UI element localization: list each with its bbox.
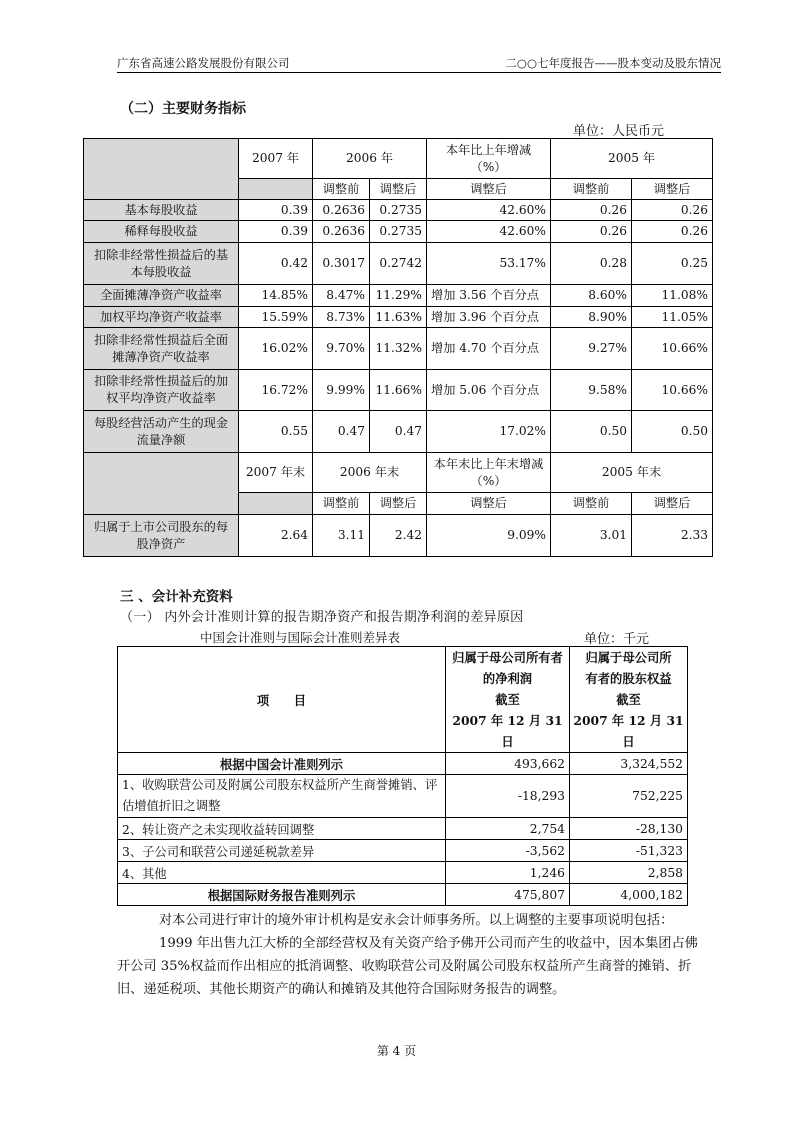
- table-row: [118, 884, 688, 906]
- table-row: [84, 285, 713, 307]
- cell-2005-before: 3.01: [551, 515, 632, 557]
- cell-change: 42.60%: [427, 200, 551, 221]
- header-item: 项 目: [118, 647, 446, 753]
- table-row: [118, 862, 688, 884]
- cell-net-profit: 1,246: [446, 862, 570, 884]
- cell-2006-after: 11.63%: [370, 307, 427, 328]
- table-row: [84, 515, 713, 557]
- header-2006: 2006 年: [313, 139, 427, 179]
- paragraph-line: 旧、递延税项、其他长期资产的确认和摊销及其他符合国际财务报告的调整。: [117, 982, 566, 997]
- table-row: [84, 411, 713, 453]
- cell-2007: 0.39: [239, 200, 313, 221]
- row-item: 4、其他: [118, 862, 446, 884]
- cell-2005-before: 0.26: [551, 221, 632, 243]
- cell-2005-after: 11.08%: [632, 285, 713, 307]
- paragraph-line: 1999 年出售九江大桥的全部经营权及有关资产给予佛开公司而产生的收益中，因本集团占佛: [159, 936, 698, 951]
- header-blank-cell: [84, 453, 239, 515]
- header-equity: [570, 647, 688, 753]
- header-equity-line3: 截至: [616, 692, 641, 707]
- header-net-profit-line2: 的净利润: [482, 671, 533, 686]
- table-row: [84, 221, 713, 243]
- header-equity-line4: 2007 年 12 月 31 日: [573, 713, 684, 749]
- row-label: 归属于上市公司股东的每股净资产: [84, 515, 239, 557]
- cell-2005-before: 0.26: [551, 200, 632, 221]
- row-label: 加权平均净资产收益率: [84, 307, 239, 328]
- header-blank-cell: [84, 139, 239, 200]
- table-row: [84, 307, 713, 328]
- header-2006-end: 2006 年末: [313, 453, 427, 493]
- cell-2006-after: 0.2735: [370, 200, 427, 221]
- cell-2006-before: 9.99%: [313, 370, 370, 411]
- table-row: [118, 818, 688, 840]
- cell-2006-before: 9.70%: [313, 328, 370, 370]
- cell-2006-before: 3.11: [313, 515, 370, 557]
- table-row: [84, 370, 713, 411]
- cell-equity: -28,130: [570, 818, 688, 840]
- cell-equity: -51,323: [570, 840, 688, 862]
- cell-2005-after: 2.33: [632, 515, 713, 557]
- subheader-change-after: 调整后: [427, 493, 551, 515]
- header-net-profit-line3: 截至: [495, 692, 520, 707]
- cell-change: 增加 3.96 个百分点: [427, 307, 551, 328]
- row-label: 扣除非经常性损益后全面摊薄净资产收益率: [84, 328, 239, 370]
- header-equity-line1: 归属于母公司所: [585, 650, 672, 665]
- cell-2005-after: 10.66%: [632, 328, 713, 370]
- cell-2005-before: 8.90%: [551, 307, 632, 328]
- subheader-2006-after: 调整后: [370, 493, 427, 515]
- cell-2006-before: 0.2636: [313, 221, 370, 243]
- cell-2005-after: 0.26: [632, 200, 713, 221]
- cell-2007: 0.42: [239, 243, 313, 285]
- row-item: 3、子公司和联营公司递延税款差异: [118, 840, 446, 862]
- cell-2006-before: 0.3017: [313, 243, 370, 285]
- cell-2006-after: 11.66%: [370, 370, 427, 411]
- cell-2006-before: 0.47: [313, 411, 370, 453]
- table-header-row-2: [84, 453, 713, 493]
- cell-2007: 16.02%: [239, 328, 313, 370]
- cell-change: 增加 4.70 个百分点: [427, 328, 551, 370]
- table-row: [84, 328, 713, 370]
- cell-2005-before: 8.60%: [551, 285, 632, 307]
- cell-change: 增加 5.06 个百分点: [427, 370, 551, 411]
- table-row: [118, 840, 688, 862]
- cell-net-profit: -18,293: [446, 775, 570, 818]
- row-item: 2、转让资产之未实现收益转回调整: [118, 818, 446, 840]
- table-header-row: [84, 139, 713, 179]
- header-net-profit: [446, 647, 570, 753]
- row-label: 扣除非经常性损益后的加权平均净资产收益率: [84, 370, 239, 411]
- cell-2007: 2.64: [239, 515, 313, 557]
- cell-equity: 752,225: [570, 775, 688, 818]
- cell-2006-after: 0.2735: [370, 221, 427, 243]
- cell-2005-after: 11.05%: [632, 307, 713, 328]
- cell-2005-before: 0.28: [551, 243, 632, 285]
- row-label: 每股经营活动产生的现金流量净额: [84, 411, 239, 453]
- row-item: 1、收购联营公司及附属公司股东权益所产生商誉摊销、评估增值折旧之调整: [118, 775, 446, 818]
- cell-2005-before: 9.58%: [551, 370, 632, 411]
- cell-2005-after: 0.25: [632, 243, 713, 285]
- cell-net-profit: -3,562: [446, 840, 570, 862]
- cell-change: 53.17%: [427, 243, 551, 285]
- gaap-difference-table: [117, 646, 688, 906]
- row-item: 根据中国会计准则列示: [118, 753, 446, 775]
- cell-change: 增加 3.56 个百分点: [427, 285, 551, 307]
- cell-2007: 15.59%: [239, 307, 313, 328]
- header-report-title: 二○○七年度报告——股本变动及股东情况: [505, 56, 721, 70]
- row-label: 全面摊薄净资产收益率: [84, 285, 239, 307]
- section-title-supplementary: 三 、会计补充资料: [120, 589, 233, 605]
- cell-equity: 4,000,182: [570, 884, 688, 906]
- gaap-table-title: 中国会计准则与国际会计准则差异表: [200, 630, 401, 645]
- subheader-blank: [239, 179, 313, 200]
- cell-change: 17.02%: [427, 411, 551, 453]
- cell-2007: 0.39: [239, 221, 313, 243]
- cell-change: 42.60%: [427, 221, 551, 243]
- subheader-2006-before: 调整前: [313, 179, 370, 200]
- header-2007-end: 2007 年末: [239, 453, 313, 493]
- subheader-2005-after: 调整后: [632, 179, 713, 200]
- row-label: 基本每股收益: [84, 200, 239, 221]
- cell-equity: 3,324,552: [570, 753, 688, 775]
- row-label: 扣除非经常性损益后的基本每股收益: [84, 243, 239, 285]
- table-row: [84, 243, 713, 285]
- cell-net-profit: 2,754: [446, 818, 570, 840]
- cell-2006-before: 8.47%: [313, 285, 370, 307]
- header-2005: 2005 年: [551, 139, 713, 179]
- subheader-2006-after: 调整后: [370, 179, 427, 200]
- cell-2006-before: 8.73%: [313, 307, 370, 328]
- header-net-profit-line1: 归属于母公司所有者: [452, 650, 563, 665]
- section-title-financial-indicators: （二）主要财务指标: [120, 101, 246, 117]
- header-divider: [117, 72, 721, 73]
- row-item: 根据国际财务报告准则列示: [118, 884, 446, 906]
- table-row: [118, 753, 688, 775]
- cell-2007: 14.85%: [239, 285, 313, 307]
- subheader-2006-before: 调整前: [313, 493, 370, 515]
- subheader-2005-before: 调整前: [551, 493, 632, 515]
- cell-net-profit: 493,662: [446, 753, 570, 775]
- header-2007: 2007 年: [239, 139, 313, 179]
- row-label: 稀释每股收益: [84, 221, 239, 243]
- subheader-blank: [239, 493, 313, 515]
- cell-2005-before: 0.50: [551, 411, 632, 453]
- cell-net-profit: 475,807: [446, 884, 570, 906]
- header-2005-end: 2005 年末: [551, 453, 713, 493]
- cell-2005-after: 0.50: [632, 411, 713, 453]
- subheader-change-after: 调整后: [427, 179, 551, 200]
- subheader-2005-after: 调整后: [632, 493, 713, 515]
- page-number: 第 4 页: [376, 1044, 417, 1058]
- financial-indicators-table: [83, 138, 713, 557]
- table-header-row: [118, 647, 688, 753]
- cell-2006-after: 11.29%: [370, 285, 427, 307]
- header-equity-line2: 有者的股东权益: [585, 671, 672, 686]
- cell-change: 9.09%: [427, 515, 551, 557]
- subsection-title: （一） 内外会计准则计算的报告期净资产和报告期净利润的差异原因: [120, 610, 524, 625]
- header-net-profit-line4: 2007 年 12 月 31 日: [452, 713, 563, 749]
- cell-2006-after: 0.47: [370, 411, 427, 453]
- header-company: 广东省高速公路发展股份有限公司: [117, 56, 290, 70]
- cell-2006-after: 0.2742: [370, 243, 427, 285]
- unit-label-2: 单位：千元: [584, 632, 650, 647]
- cell-2005-before: 9.27%: [551, 328, 632, 370]
- subheader-2005-before: 调整前: [551, 179, 632, 200]
- cell-2007: 0.55: [239, 411, 313, 453]
- cell-2007: 16.72%: [239, 370, 313, 411]
- unit-label: 单位：人民币元: [573, 124, 665, 139]
- cell-2006-after: 11.32%: [370, 328, 427, 370]
- table-row: [118, 775, 688, 818]
- cell-2005-after: 0.26: [632, 221, 713, 243]
- header-change: 本年比上年增减（%）: [427, 139, 551, 179]
- cell-equity: 2,858: [570, 862, 688, 884]
- cell-2006-after: 2.42: [370, 515, 427, 557]
- cell-2006-before: 0.2636: [313, 200, 370, 221]
- header-change-end: 本年末比上年末增减（%）: [427, 453, 551, 493]
- paragraph-auditor: 对本公司进行审计的境外审计机构是安永会计师事务所。以上调整的主要事项说明包括：: [159, 913, 674, 928]
- paragraph-line: 开公司 35%权益而作出相应的抵消调整、收购联营公司及附属公司股东权益所产生商誉的摊销、折: [117, 959, 692, 974]
- cell-2005-after: 10.66%: [632, 370, 713, 411]
- table-row: [84, 200, 713, 221]
